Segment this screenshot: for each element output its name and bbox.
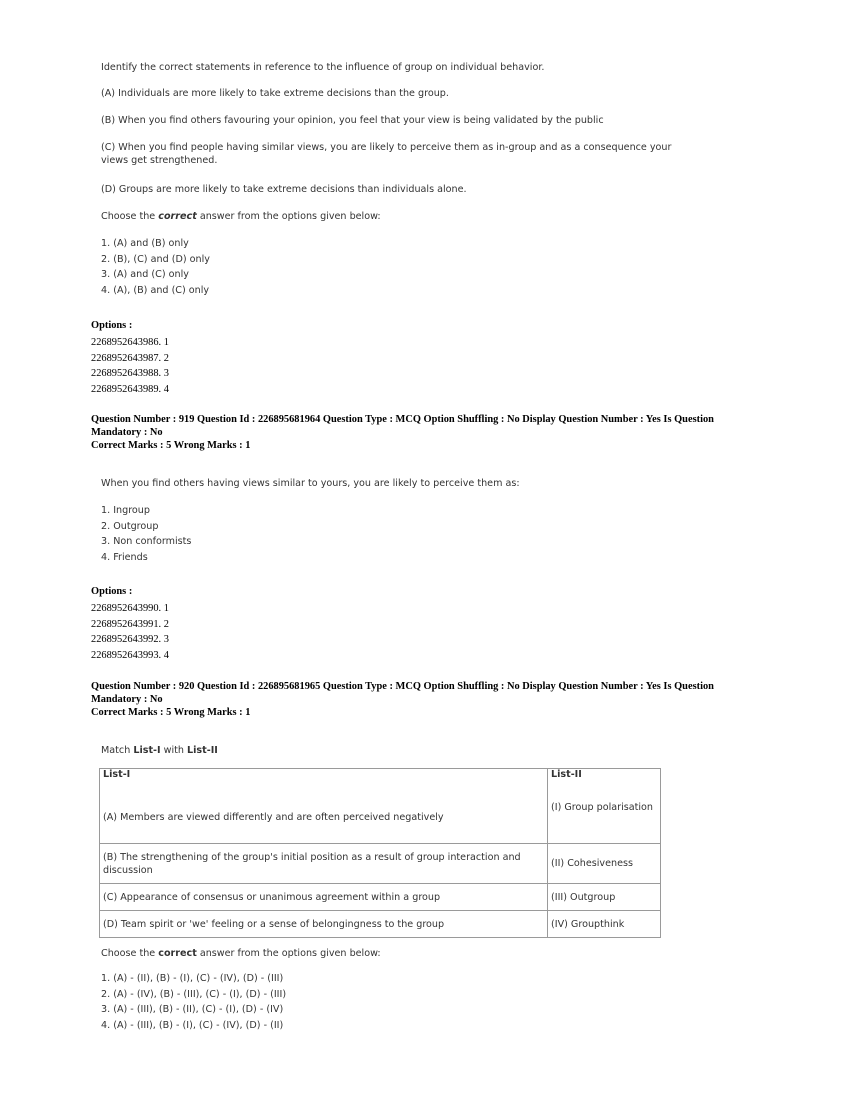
q920-choice-2: 2. (A) - (IV), (B) - (III), (C) - (I), (D) - (III): [101, 988, 287, 1000]
table-row-c-left: (C) Appearance of consensus or unanimous agreement within a group: [100, 884, 548, 911]
q918-choices: [101, 236, 210, 298]
q918-choice-4: 4. (A), (B) and (C) only: [101, 284, 210, 296]
q919-choice-3: 3. Non conformists: [101, 536, 192, 548]
table-row-b-left-line1: (B) The strengthening of the group's initial position as a result of group interaction and: [103, 851, 521, 863]
q920-match-table: [99, 768, 661, 938]
q920-choices: [101, 971, 286, 1033]
q918-choose-instruction: [101, 211, 381, 222]
q920-choose-instruction: [101, 948, 381, 959]
q919-metadata: [91, 413, 714, 452]
q920-choose-suffix: answer from the options given below:: [196, 948, 381, 959]
q918-options-label: Options :: [91, 320, 133, 331]
q919-option-1: 2268952643990. 1: [91, 603, 169, 614]
q918-statement-c: [101, 141, 671, 167]
table-row-c-right: (III) Outgroup: [548, 884, 661, 911]
table-row-b-left: [100, 844, 548, 884]
q918-choose-suffix: answer from the options given below:: [196, 211, 381, 222]
q920-match-with: with: [160, 745, 188, 756]
q920-meta-line2: Mandatory : No: [91, 694, 163, 705]
table-row-d-right: (IV) Groupthink: [548, 911, 661, 938]
q920-meta-line3: Correct Marks : 5 Wrong Marks : 1: [91, 707, 251, 718]
table-row-a-left: (A) Members are viewed differently and are often perceived negatively: [100, 782, 548, 844]
q919-choice-1: 1. Ingroup: [101, 505, 150, 516]
q920-choice-3: 3. (A) - (III), (B) - (II), (C) - (I), (D) - (IV): [101, 1004, 284, 1016]
q919-option-2: 2268952643991. 2: [91, 618, 169, 630]
q919-options-label: Options :: [91, 586, 133, 597]
q920-choose-prefix: Choose the: [101, 948, 159, 959]
q918-option-2: 2268952643987. 2: [91, 352, 169, 364]
q919-choice-2: 2. Outgroup: [101, 520, 159, 532]
table-row: [100, 782, 661, 844]
q918-option-1: 2268952643986. 1: [91, 337, 169, 348]
q918-statement-c-line1: (C) When you find people having similar views, you are likely to perceive them as in-group and as a consequence your: [101, 142, 672, 153]
table-row: [100, 911, 661, 938]
q918-stem: Identify the correct statements in reference to the influence of group on individual behavior.: [101, 62, 545, 73]
q920-match-list1: List-I: [133, 745, 161, 756]
q918-choice-3: 3. (A) and (C) only: [101, 269, 189, 281]
table-header-list2: List-II: [548, 769, 661, 782]
table-row: [100, 844, 661, 884]
q918-statement-b: (B) When you find others favouring your opinion, you feel that your view is being validated by the public: [101, 115, 604, 126]
q918-choose-bold: correct: [158, 211, 197, 222]
q919-stem: When you find others having views similar to yours, you are likely to perceive them as:: [101, 478, 520, 489]
q920-metadata: [91, 680, 714, 719]
table-row-d-left: (D) Team spirit or 'we' feeling or a sense of belongingness to the group: [100, 911, 548, 938]
q918-choice-1: 1. (A) and (B) only: [101, 238, 189, 249]
q919-meta-line1: Question Number : 919 Question Id : 226895681964 Question Type : MCQ Option Shuffling : No Display Question Number : Yes Is Question: [91, 414, 714, 425]
table-row: [100, 884, 661, 911]
q918-choice-2: 2. (B), (C) and (D) only: [101, 253, 210, 265]
q920-choice-1: 1. (A) - (II), (B) - (I), (C) - (IV), (D) - (III): [101, 973, 284, 984]
q920-meta-line1: Question Number : 920 Question Id : 226895681965 Question Type : MCQ Option Shuffling : No Display Question Number : Yes Is Question: [91, 681, 714, 692]
q919-choice-4: 4. Friends: [101, 551, 148, 563]
q920-match-prefix: Match: [101, 745, 134, 756]
q920-match-instruction: [101, 745, 218, 756]
q918-statement-c-line2: views get strengthened.: [101, 155, 218, 166]
q918-option-4: 2268952643989. 4: [91, 383, 169, 395]
q920-match-list2: List-II: [187, 745, 218, 756]
q918-choose-prefix: Choose the: [101, 211, 159, 222]
q919-options: [91, 601, 169, 663]
table-row-b-left-line2: discussion: [103, 864, 153, 876]
q920-choose-bold: correct: [158, 948, 197, 959]
table-header-row: [100, 769, 661, 782]
table-row-b-right: (II) Cohesiveness: [548, 844, 661, 884]
q919-meta-line3: Correct Marks : 5 Wrong Marks : 1: [91, 440, 251, 451]
q919-meta-line2: Mandatory : No: [91, 427, 163, 438]
q919-choices: [101, 503, 191, 565]
q920-choice-4: 4. (A) - (III), (B) - (I), (C) - (IV), (D) - (II): [101, 1019, 284, 1031]
q918-statement-a: (A) Individuals are more likely to take extreme decisions than the group.: [101, 88, 449, 99]
q919-option-3: 2268952643992. 3: [91, 634, 169, 646]
table-row-a-right: (I) Group polarisation: [548, 782, 661, 844]
table-header-list1: List-I: [100, 769, 548, 782]
q918-options: [91, 335, 169, 397]
q918-option-3: 2268952643988. 3: [91, 368, 169, 380]
q918-statement-d: (D) Groups are more likely to take extreme decisions than individuals alone.: [101, 184, 467, 195]
q919-option-4: 2268952643993. 4: [91, 649, 169, 661]
